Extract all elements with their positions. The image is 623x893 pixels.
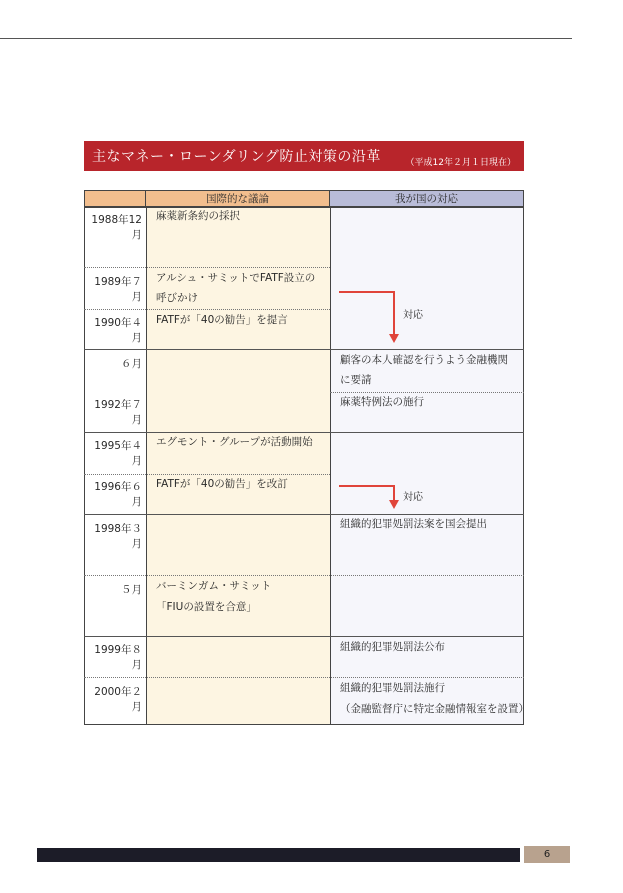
- date-label: 1996年６月: [94, 481, 142, 508]
- arrow-head-icon: [389, 500, 399, 509]
- row-divider: [84, 636, 524, 637]
- column-divider: [146, 207, 147, 725]
- date-label: 1998年３月: [94, 523, 142, 550]
- title-bar: [84, 141, 524, 171]
- header-date-cell: [84, 190, 146, 207]
- response-arrow-horizontal: [339, 485, 395, 487]
- page-number: 6: [524, 846, 570, 863]
- response-arrow-vertical: [393, 485, 395, 501]
- international-item: FATFが「40の勧告」を提言: [156, 314, 288, 326]
- domestic-item: に要請: [340, 374, 372, 386]
- row-divider: [84, 575, 524, 576]
- international-item: 呼びかけ: [156, 292, 198, 304]
- international-item: バーミンガム・サミット: [156, 580, 272, 592]
- response-arrow-horizontal: [339, 291, 395, 293]
- international-item: アルシュ・サミットでFATF設立の: [156, 272, 316, 284]
- date-label: 1999年８月: [94, 644, 142, 671]
- date-label: 2000年２月: [94, 686, 142, 713]
- column-divider: [330, 207, 331, 725]
- domestic-item: （金融監督庁に特定金融情報室を設置）: [340, 703, 529, 715]
- date-label: 1990年４月: [94, 317, 142, 344]
- domestic-item: 麻薬特例法の施行: [340, 396, 424, 408]
- date-label: ６月: [121, 358, 142, 370]
- as-of-date: （平成12年２月１日現在）: [405, 157, 516, 168]
- date-label: 1995年４月: [94, 440, 142, 467]
- header-international: 国際的な議論: [146, 190, 330, 207]
- domestic-item: 顧客の本人確認を行うよう金融機関: [340, 354, 508, 366]
- response-arrow-vertical: [393, 291, 395, 335]
- arrow-label: 対応: [403, 310, 423, 321]
- row-divider: [84, 677, 524, 678]
- international-item: 「FIUの設置を合意」: [156, 601, 257, 613]
- top-rule: [0, 38, 572, 39]
- arrow-label: 対応: [403, 492, 423, 503]
- international-item: エグモント・グループが活動開始: [156, 436, 313, 448]
- date-label: 1992年７月: [94, 399, 142, 426]
- international-item: 麻薬新条約の採択: [156, 210, 240, 222]
- domestic-item: 組織的犯罪処罰法公布: [340, 641, 445, 653]
- page-title: 主なマネー・ローンダリング防止対策の沿革: [92, 149, 381, 165]
- domestic-item: 組織的犯罪処罰法施行: [340, 682, 445, 694]
- domestic-item: 組織的犯罪処罰法案を国会提出: [340, 518, 487, 530]
- arrow-head-icon: [389, 334, 399, 343]
- footer-bar: [37, 848, 520, 862]
- date-label: ５月: [121, 584, 142, 596]
- date-label: 1988年12月: [91, 214, 142, 241]
- header-domestic: 我が国の対応: [330, 190, 524, 207]
- international-item: FATFが「40の勧告」を改訂: [156, 478, 288, 490]
- date-label: 1989年７月: [94, 276, 142, 303]
